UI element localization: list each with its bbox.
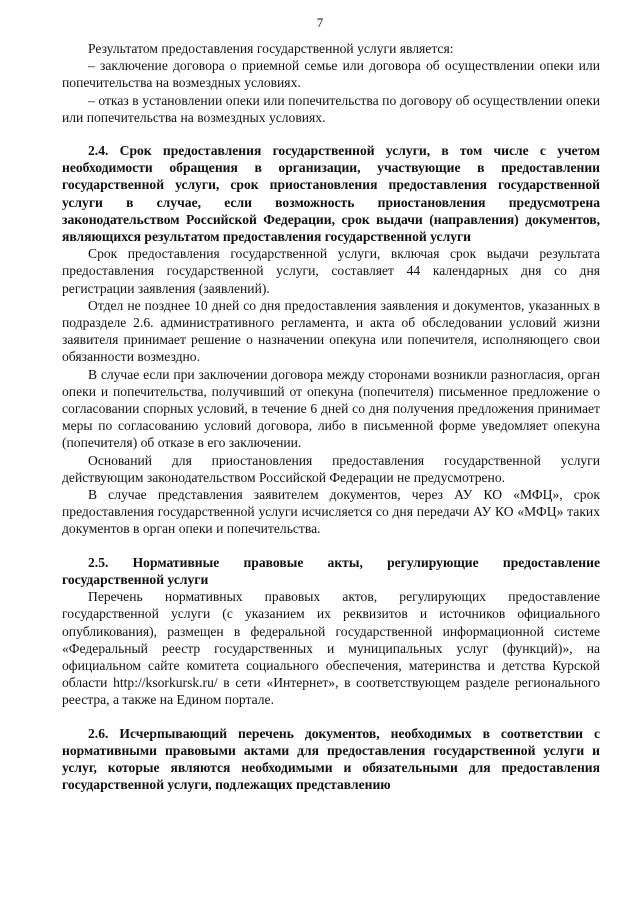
section-paragraph: В случае представления заявителем документов, через АУ КО «МФЦ», срок предоставления государственной услуги исчисляется со дня передачи АУ КО «МФЦ» таких документов в орган опеки и попечительства. (62, 487, 600, 537)
section-heading-2-6: 2.6. Исчерпывающий перечень документов, необходимых в соответствии с нормативными правовыми актами для предоставления государственной услуги и услуг, которые являются необходимыми и обязательными для предоставления государственной услуги, подлежащих представлению (62, 725, 600, 793)
page-number: 7 (316, 15, 324, 30)
section-paragraph: Перечень нормативных правовых актов, регулирующих предоставление государственной услуги (с указанием их реквизитов и источников официального опубликования), размещен в федеральной государственной информационной системе «Федеральный реестр государственных и муниципальных услуг (функций)», на официальном сайте комитета социального обеспечения, материнства и детства Курской области http://ksorkursk.ru/ в сети «Интернет», в соответствующем разделе регионального реестра, а также на Едином портале. (62, 589, 600, 708)
intro-list-item: – отказ в установлении опеки или попечительства по договору об осуществлении опеки или попечительства на возмездных условиях. (62, 92, 600, 125)
document-body (62, 40, 600, 793)
section-paragraph: В случае если при заключении договора между сторонами возникли разногласия, орган опеки и попечительства, получивший от опекуна (попечителя) письменное предложение о согласовании спорных условий, в течение 6 дней со дня получения предложения принимает меры по согласованию условий договора, либо в письменной форме уведомляет опекуна (попечителя) об отказе в его заключении. (62, 366, 600, 451)
section-paragraph: Срок предоставления государственной услуги, включая срок выдачи результата предоставления государственной услуги, составляет 44 календарных дня со дня регистрации заявления (заявлений). (62, 246, 600, 296)
section-paragraph: Отдел не позднее 10 дней со дня предоставления заявления и документов, указанных в подразделе 2.6. административного регламента, и акта об обследовании условий жизни заявителя принимает решение о назначении опекуна или попечителя, исполняющего свои обязанности возмездно. (62, 297, 600, 365)
section-heading-2-5: 2.5. Нормативные правовые акты, регулирующие предоставление государственной услуги (62, 554, 600, 587)
intro-list-item: – заключение договора о приемной семье или договора об осуществлении опеки или попечительства на возмездных условиях. (62, 58, 600, 91)
section-heading-2-4: 2.4. Срок предоставления государственной услуги, в том числе с учетом необходимости обращения в организации, участвующие в предоставлении государственной услуги, срок приостановления предоставления государственной услуги в случае, если возможность приостановления предусмотрена законодательством Российской Федерации, срок выдачи (направления) документов, являющихся результатом предоставления государственной услуги (62, 143, 600, 245)
intro-paragraph: Результатом предоставления государственной услуги является: (88, 41, 454, 56)
section-paragraph: Оснований для приостановления предоставления государственной услуги действующим законодательством Российской Федерации не предусмотрено. (62, 452, 600, 485)
